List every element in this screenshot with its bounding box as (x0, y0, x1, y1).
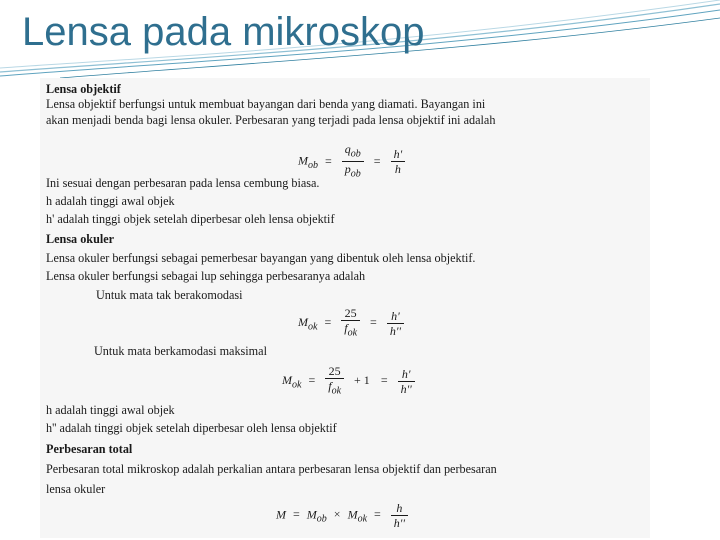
objektif-paragraph-2: akan menjadi benda bagi lensa okuler. Perbesaran yang terjadi pada lensa objektif ini adalah (46, 113, 496, 127)
okuler-def-h: h adalah tinggi awal objek (46, 403, 175, 417)
okuler-heading: Lensa okuler (46, 232, 115, 246)
okuler-case-2-label: Untuk mata berkamodasi maksimal (94, 344, 267, 358)
okuler-relaxed-equation: $M_{ok}$ = $\frac{25}{f_{ok}}$ = $\frac{h'}{h''}$ (298, 306, 407, 340)
objektif-note: Ini sesuai dengan perbesaran pada lensa cembung biasa. (46, 176, 320, 190)
objektif-heading: Lensa objektif (46, 82, 121, 96)
okuler-def-h-double-prime: h'' adalah tinggi objek setelah diperbesar oleh lensa objektif (46, 421, 337, 435)
objektif-def-h: h adalah tinggi awal objek (46, 194, 175, 208)
objektif-def-h-prime: h' adalah tinggi objek setelah diperbesar oleh lensa objektif (46, 212, 335, 226)
total-heading: Perbesaran total (46, 442, 133, 456)
total-paragraph-2: lensa okuler (46, 482, 106, 496)
okuler-paragraph-1: Lensa okuler berfungsi sebagai pemerbesar bayangan yang dibentuk oleh lensa objektif. (46, 251, 476, 265)
okuler-case-1-label: Untuk mata tak berakomodasi (96, 288, 243, 302)
objektif-magnification-equation: $M_{ob}$ = $\frac{q_{ob}}{p_{ob}}$ = $\frac{h'}{h}$ (298, 142, 408, 182)
okuler-paragraph-2: Lensa okuler berfungsi sebagai lup sehingga perbesaranya adalah (46, 269, 366, 283)
objektif-paragraph-1: Lensa objektif berfungsi untuk membuat bayangan dari benda yang diamati. Bayangan ini (46, 97, 486, 111)
total-magnification-equation: $M = M_{ob} \times M_{ok}$ = $\frac{h}{h''}$ (276, 501, 411, 530)
slide-title: Lensa pada mikroskop (22, 10, 425, 54)
total-paragraph-1: Perbesaran total mikroskop adalah perkalian antara perbesaran lensa objektif dan perbesaran (46, 462, 497, 476)
okuler-accommodated-equation: $M_{ok}$ = $\frac{25}{f_{ok}}$ + 1 = $\frac{h'}{h''}$ (282, 364, 418, 398)
